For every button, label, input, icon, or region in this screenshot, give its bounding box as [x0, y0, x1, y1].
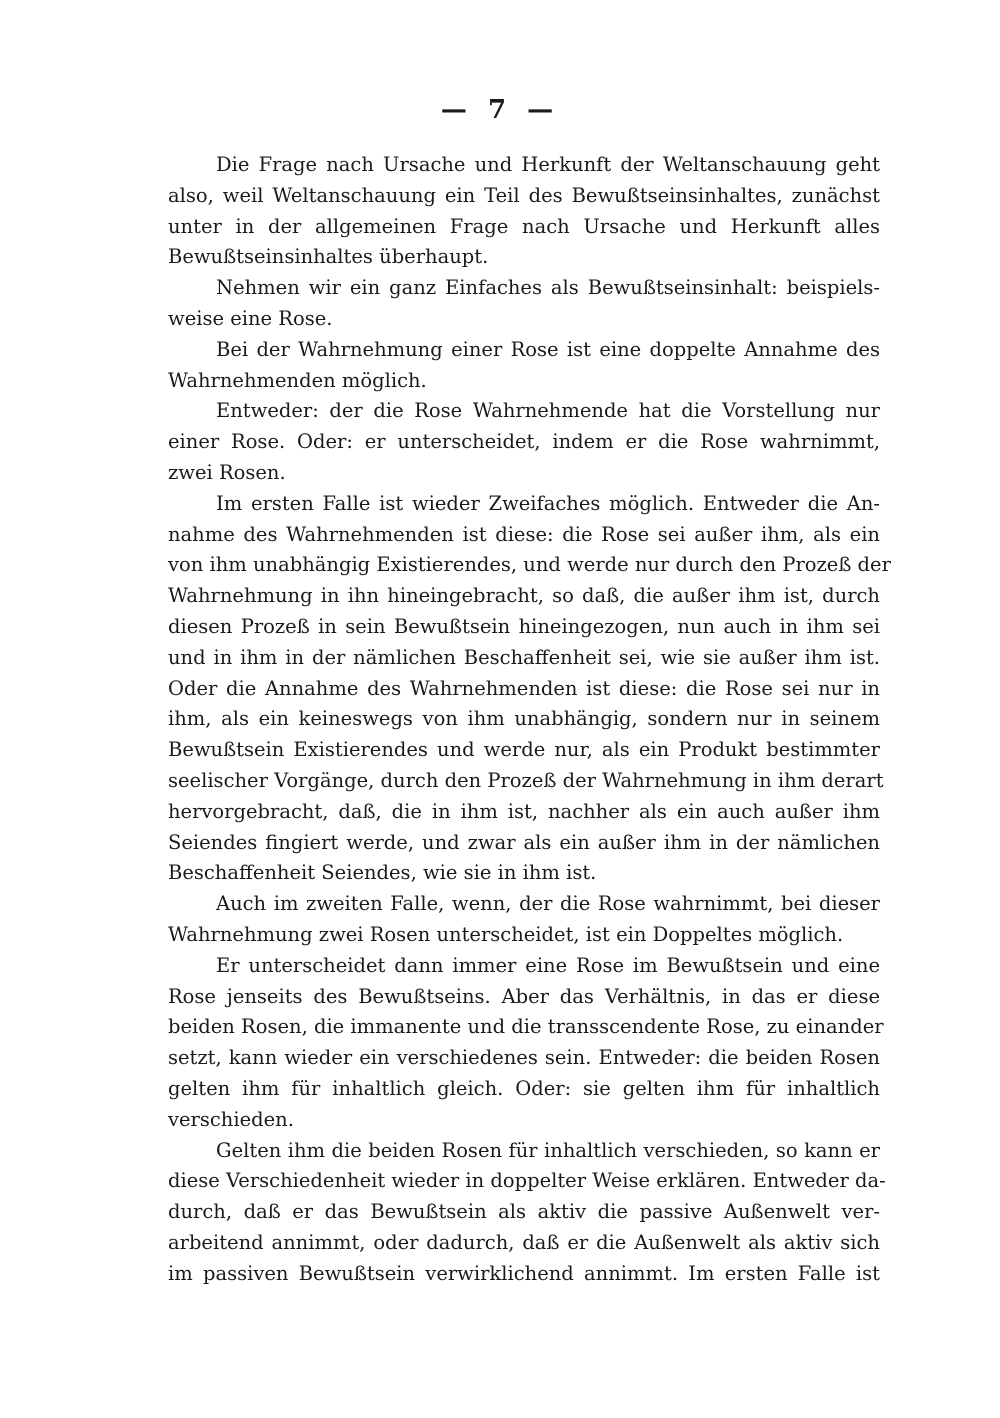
text-line: Auch im zweiten Falle, wenn, der die Rose wahrnimmt, bei dieser [216, 892, 880, 916]
text-line: unter in der allgemeinen Frage nach Ursache und Herkunft alles [168, 214, 880, 238]
text-line: Nehmen wir ein ganz Einfaches als Bewußtseinsinhalt: beispiels- [216, 276, 880, 300]
text-line: gelten ihm für inhaltlich gleich. Oder: sie gelten ihm für inhaltlich [168, 1076, 880, 1100]
paragraph [168, 396, 880, 488]
text-line: diese Verschiedenheit wieder in doppelter Weise erklären. Entweder da- [168, 1169, 886, 1193]
body-text [168, 150, 891, 1289]
text-line: seelischer Vorgänge, durch den Prozeß der Wahrnehmung in ihm derart [168, 768, 884, 792]
text-line: von ihm unabhängig Existierendes, und werde nur durch den Prozeß der [168, 553, 891, 577]
paragraph [168, 335, 880, 397]
text-line: hervorgebracht, daß, die in ihm ist, nachher als ein auch außer ihm [168, 799, 880, 823]
text-line: Er unterscheidet dann immer eine Rose im Bewußtsein und eine [216, 953, 880, 977]
text-line: diesen Prozeß in sein Bewußtsein hineingezogen, nun auch in ihm sei [168, 614, 880, 638]
text-line: Im ersten Falle ist wieder Zweifaches möglich. Entweder die An- [216, 491, 880, 515]
text-line: Bei der Wahrnehmung einer Rose ist eine doppelte Annahme des [216, 337, 880, 361]
text-line: Bewußtseinsinhaltes überhaupt. [168, 245, 489, 269]
text-line: und in ihm in der nämlichen Beschaffenheit sei, wie sie außer ihm ist. [168, 645, 880, 669]
text-line: Rose jenseits des Bewußtseins. Aber das Verhältnis, in das er diese [168, 984, 880, 1008]
text-line: durch, daß er das Bewußtsein als aktiv die passive Außenwelt ver- [168, 1200, 880, 1224]
text-line: also, weil Weltanschauung ein Teil des Bewußtseinsinhaltes, zunächst [168, 183, 880, 207]
text-line: setzt, kann wieder ein verschiedenes sein. Entweder: die beiden Rosen [168, 1046, 880, 1070]
page-number: — 7 — [440, 95, 560, 125]
paragraph [168, 951, 884, 1136]
text-line: verschieden. [168, 1107, 294, 1131]
text-line: ihm, als ein keineswegs von ihm unabhängig, sondern nur in seinem [168, 707, 880, 731]
text-line: Entweder: der die Rose Wahrnehmende hat die Vorstellung nur [216, 399, 880, 423]
paragraph [168, 150, 880, 273]
text-line: zwei Rosen. [168, 460, 286, 484]
text-line: Die Frage nach Ursache und Herkunft der Weltanschauung geht [216, 153, 880, 176]
text-line: einer Rose. Oder: er unterscheidet, indem er die Rose wahrnimmt, [168, 430, 880, 454]
text-line: arbeitend annimmt, oder dadurch, daß er die Außenwelt als aktiv sich [168, 1230, 880, 1254]
paragraph [168, 889, 880, 951]
paragraph [168, 1136, 886, 1290]
text-line: Bewußtsein Existierendes und werde nur, als ein Produkt bestimmter [168, 738, 880, 762]
text-line: Seiendes fingiert werde, und zwar als ein außer ihm in der nämlichen [168, 830, 880, 854]
paragraph [168, 273, 880, 335]
text-line: Wahrnehmung zwei Rosen unterscheidet, ist ein Doppeltes möglich. [168, 922, 844, 946]
text-line: Oder die Annahme des Wahrnehmenden ist diese: die Rose sei nur in [168, 676, 880, 700]
text-line: im passiven Bewußtsein verwirklichend annimmt. Im ersten Falle ist [168, 1261, 880, 1285]
text-line: Wahrnehmenden möglich. [168, 368, 427, 392]
text-line: beiden Rosen, die immanente und die transscendente Rose, zu einander [168, 1015, 884, 1039]
text-line: Beschaffenheit Seiendes, wie sie in ihm ist. [168, 861, 597, 885]
text-line: Gelten ihm die beiden Rosen für inhaltlich verschieden, so kann er [216, 1138, 880, 1162]
text-line: weise eine Rose. [168, 306, 333, 330]
text-line: Wahrnehmung in ihn hineingebracht, so daß, die außer ihm ist, durch [168, 584, 880, 608]
text-line: nahme des Wahrnehmenden ist diese: die Rose sei außer ihm, als ein [168, 522, 880, 546]
paragraph [168, 489, 891, 889]
